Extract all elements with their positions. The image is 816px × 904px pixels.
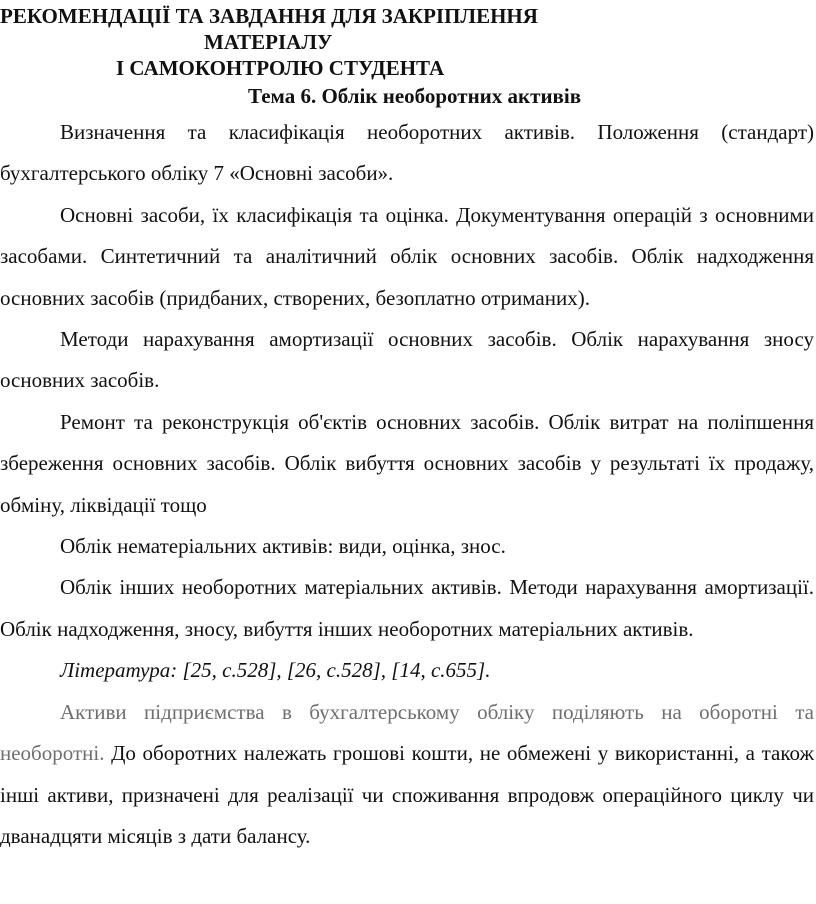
paragraph-6: Облік інших необоротних матеріальних активів. Методи нарахування амортизації. Облік надходження, зносу, вибуття інших необоротних матеріальних активів.	[0, 575, 814, 641]
heading-line-1: РЕКОМЕНДАЦІЇ ТА ЗАВДАННЯ ДЛЯ ЗАКРІПЛЕННЯ	[0, 4, 538, 28]
paragraph-final	[0, 692, 814, 858]
document-body	[0, 112, 814, 857]
heading-line-3: І САМОКОНТРОЛЮ СТУДЕНТА	[116, 56, 445, 80]
paragraph-2: Основні засоби, їх класифікація та оцінка. Документування операцій з основними засобами. Синтетичний та аналітичний облік основних засобів. Облік надходження основних засобів (придбаних, створених, безоплатно отриманих).	[0, 202, 814, 310]
paragraph-5: Облік нематеріальних активів: види, оцінка, знос.	[60, 534, 506, 559]
paragraph-4: Ремонт та реконструкція об'єктів основних засобів. Облік витрат на поліпшення збереження основних засобів. Облік вибуття основних засобів у результаті їх продажу, обміну, ліквідації тощо	[0, 409, 814, 517]
topic-title: Тема 6. Облік необоротних активів	[248, 84, 582, 108]
paragraph-final-rest: До оборотних належать грошові кошти, не обмежені у використанні, а також інші активи, призначені для реалізації чи споживання впродовж операційного циклу чи дванадцяти місяців з дати балансу.	[0, 741, 814, 848]
literature-reference: Література: [25, с.528], [26, с.528], [14, с.655].	[60, 658, 491, 683]
paragraph-1: Визначення та класифікація необоротних активів. Положення (стандарт) бухгалтерського обліку 7 «Основні засоби».	[0, 120, 814, 186]
heading-line-2: МАТЕРІАЛУ	[204, 30, 333, 54]
paragraph-3: Методи нарахування амортизації основних засобів. Облік нарахування зносу основних засобів.	[0, 327, 814, 393]
highlighted-sentence: Активи підприємства в бухгалтерському обліку поділяють на оборотні та необоротні.	[0, 699, 814, 766]
